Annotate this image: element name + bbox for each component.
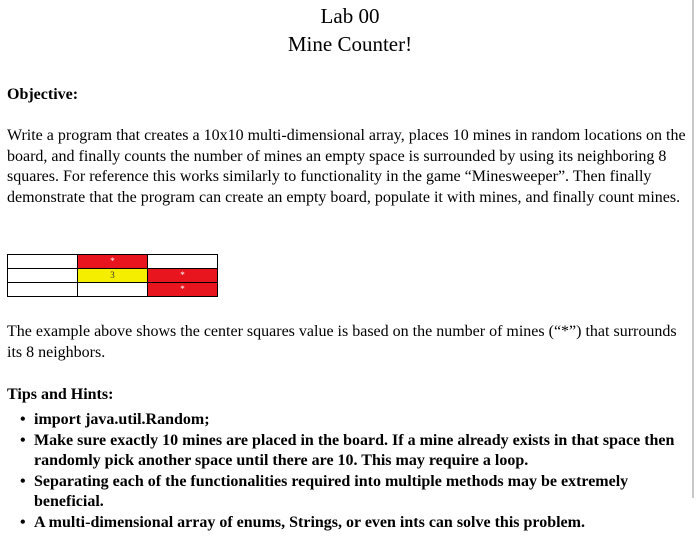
board-row [8, 269, 218, 283]
tip-item [8, 513, 692, 534]
tip-text: Separating each of the functionalities required into multiple methods may be extremely beneficial. [34, 472, 629, 510]
tips-heading: Tips and Hints: [7, 386, 114, 403]
tip-text: Make sure exactly 10 mines are placed in the board. If a mine already exists in that space then randomly pick another space until there are 10. This may require a loop. [34, 431, 675, 469]
bullet-icon: • [20, 431, 26, 449]
board-cell-empty [78, 283, 148, 297]
tip-text: import java.util.Random; [34, 411, 210, 428]
board-cell-empty [8, 269, 78, 283]
board-cell-empty [8, 255, 78, 269]
lab-name-title: Mine Counter! [287, 32, 413, 56]
board-row [8, 283, 218, 297]
tip-item [8, 472, 692, 513]
bullet-icon: • [20, 513, 26, 531]
lab-number-title: Lab 00 [320, 4, 380, 28]
example-board-table [7, 254, 218, 297]
example-explanation-paragraph: The example above shows the center squares value is based on the number of mines (“*”) that surrounds its 8 neighbors. [7, 323, 677, 361]
tip-item [8, 431, 692, 472]
board-cell-mine: * [148, 283, 218, 297]
tips-list [8, 410, 692, 533]
board-row [8, 255, 218, 269]
objective-paragraph: Write a program that creates a 10x10 multi-dimensional array, places 10 mines in random locations on the board, and finally counts the number of mines an empty space is surrounded by using its neighboring 8 squares. For reference this works similarly to functionality in the game “Minesweeper”. Then finally demonstrate that the program can create an empty board, populate it with mines, and finally count mines. [7, 127, 686, 206]
objective-heading: Objective: [7, 86, 79, 103]
page-edge-line [692, 0, 694, 498]
board-cell-mine: * [148, 269, 218, 283]
bullet-icon: • [20, 472, 26, 490]
tip-text: A multi-dimensional array of enums, Strings, or even ints can solve this problem. [34, 513, 585, 531]
board-cell-count: 3 [78, 269, 148, 283]
board-cell-mine: * [78, 255, 148, 269]
bullet-icon: • [20, 411, 26, 428]
tip-item [8, 410, 692, 431]
board-cell-empty [148, 255, 218, 269]
board-cell-empty [8, 283, 78, 297]
example-board-body [8, 255, 218, 297]
